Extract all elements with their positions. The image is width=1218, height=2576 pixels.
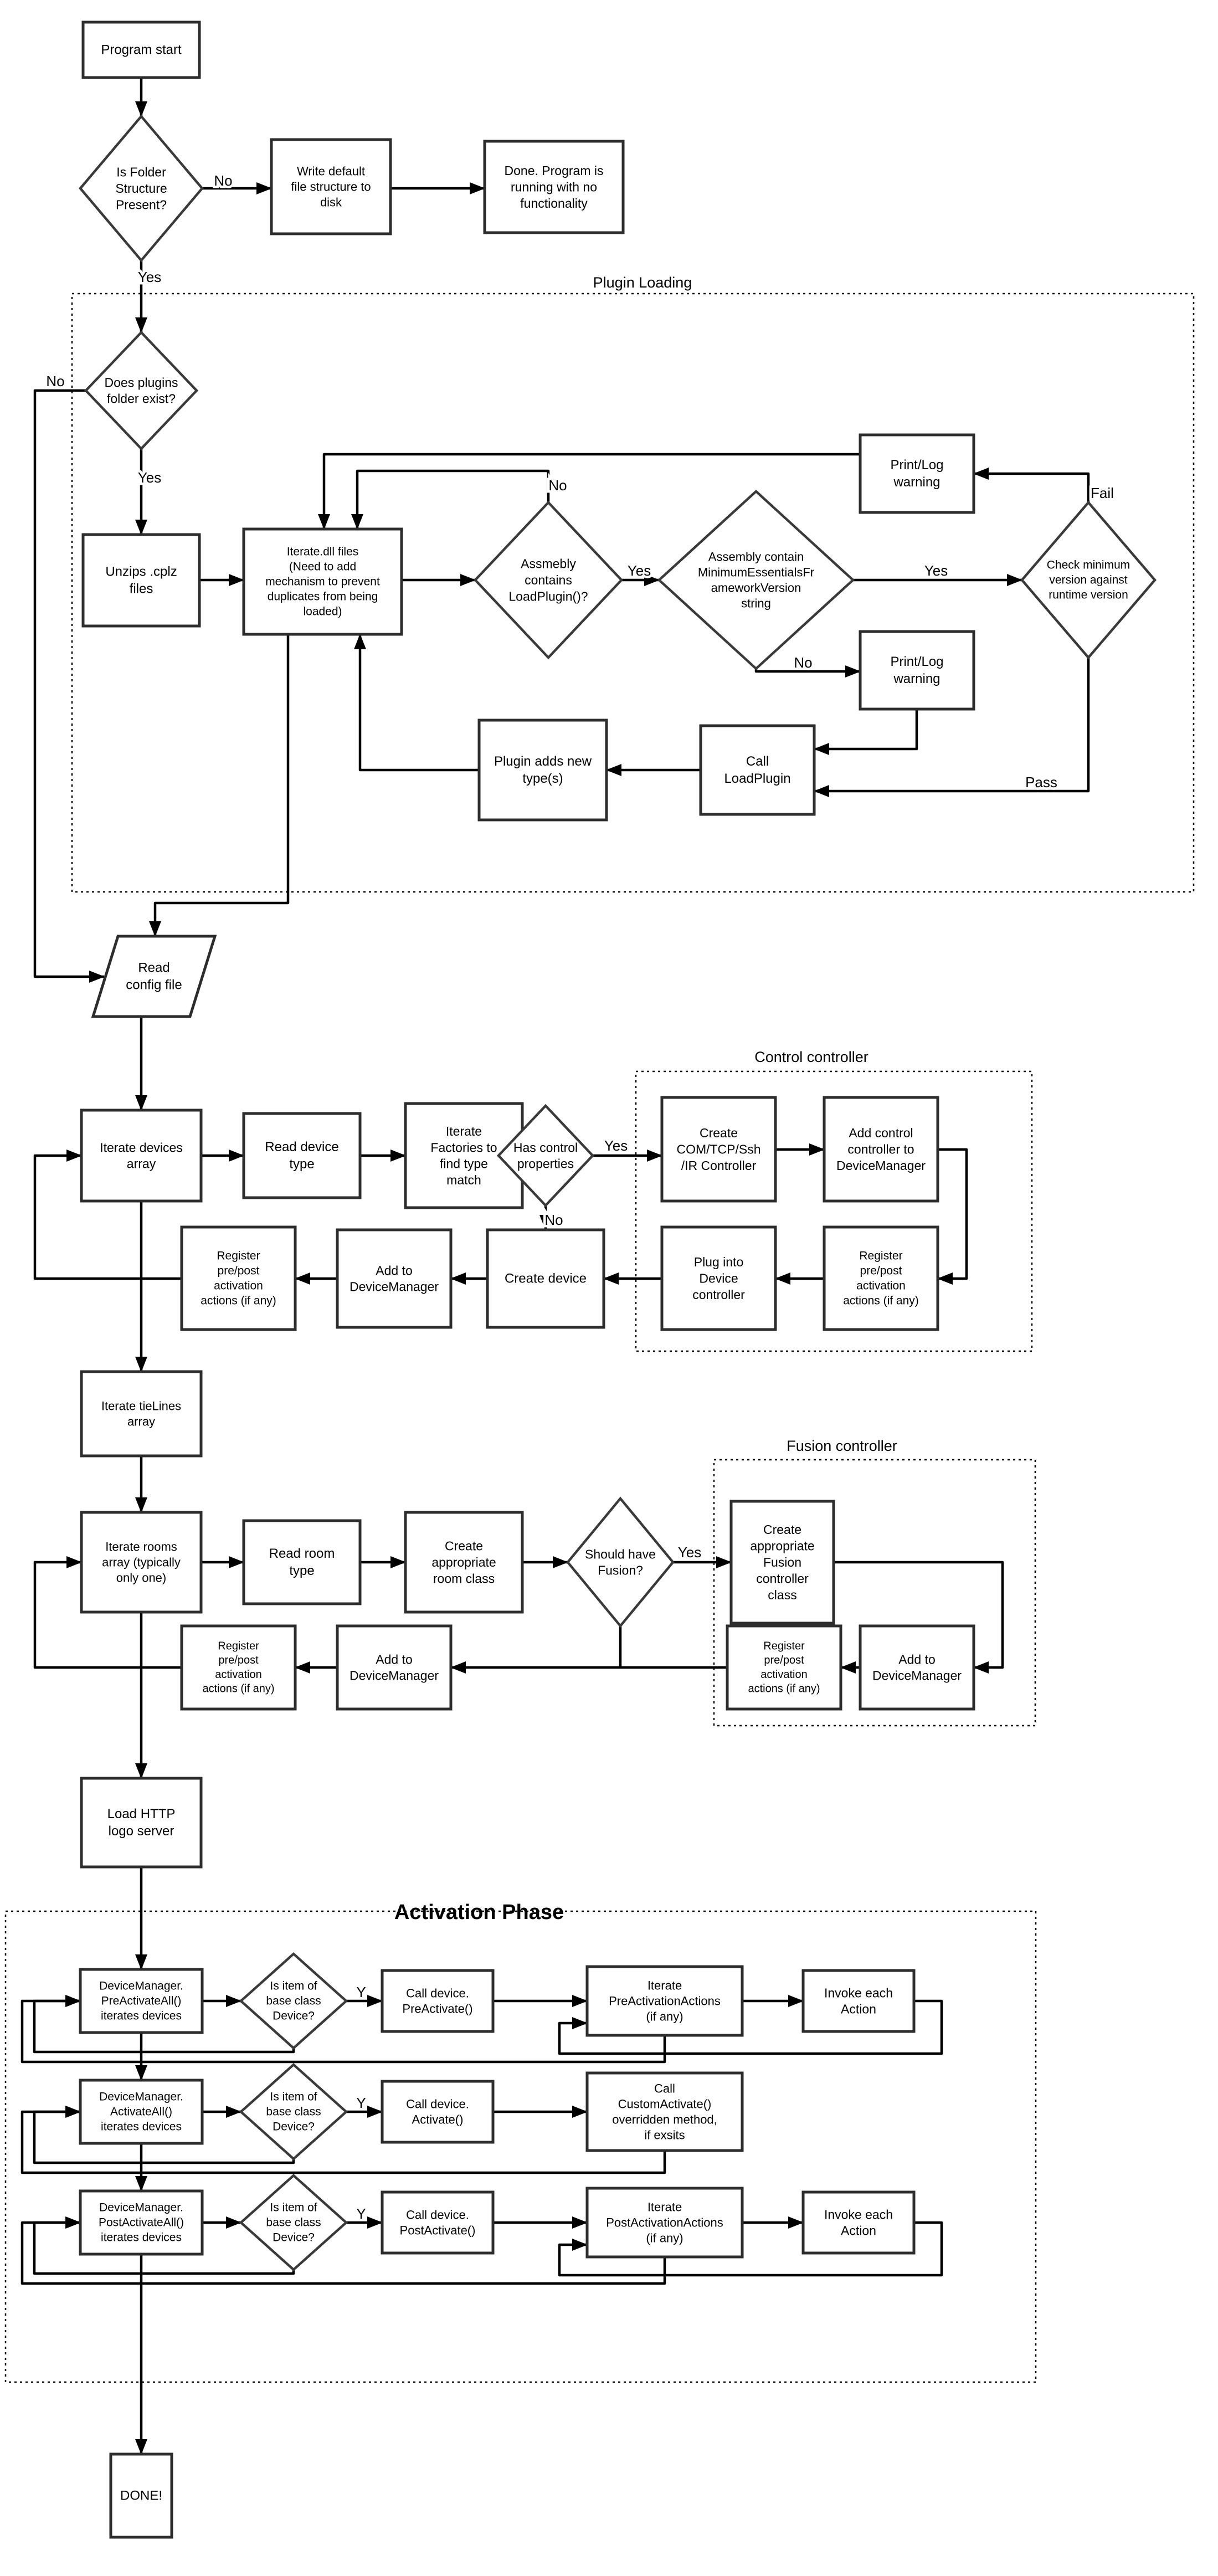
node-label-line: DONE! <box>120 2488 163 2503</box>
edge-label-fail-12: Fail <box>1091 485 1114 501</box>
node-label-line: controller to <box>847 1142 914 1157</box>
node-label-plug-into-device <box>692 1255 745 1302</box>
node-call-preactivate <box>382 1971 493 2031</box>
node-label-line: functionality <box>520 196 588 211</box>
node-label-line: PreActivate() <box>402 2002 473 2016</box>
node-label-line: base class <box>266 2105 321 2118</box>
node-label-line: Action <box>841 2002 876 2016</box>
node-label-line: pre/post <box>764 1654 804 1667</box>
node-label-line: contains <box>525 573 572 587</box>
node-label-line: class <box>768 1587 797 1602</box>
node-label-program-start <box>101 43 182 58</box>
node-label-line: Does plugins <box>104 375 178 390</box>
node-label-line: DeviceManager <box>872 1668 962 1683</box>
node-call-postactivate <box>382 2192 493 2253</box>
node-label-line: /IR Controller <box>681 1158 757 1173</box>
node-label-line: Register <box>763 1640 805 1653</box>
node-label-line: Has control <box>513 1140 578 1155</box>
node-label-line: string <box>741 596 771 610</box>
node-label-line: activation <box>856 1279 906 1292</box>
node-label-line: pre/post <box>860 1264 902 1277</box>
edge-4 <box>35 391 104 977</box>
node-label-line: Activate() <box>412 2112 464 2127</box>
node-label-line: Print/Log <box>890 458 944 473</box>
node-label-line: DeviceManager <box>349 1668 439 1683</box>
group-label-control-controller: Control controller <box>754 1049 868 1065</box>
node-label-line: appropriate <box>431 1555 496 1569</box>
node-label-line: duplicates from being <box>267 590 378 603</box>
node-printlog-warning-1 <box>860 435 974 512</box>
node-invoke-action-3 <box>803 2192 914 2253</box>
node-label-dm-activateall <box>99 2091 183 2133</box>
node-label-line: type <box>289 1156 315 1172</box>
node-label-line: PreActivateAll() <box>101 1994 182 2008</box>
node-label-line: Factories to <box>430 1140 497 1155</box>
node-label-line: Iterate <box>647 2200 682 2214</box>
node-label-line: activation <box>760 1668 808 1681</box>
node-label-line: Call device. <box>406 2097 469 2111</box>
node-label-line: match <box>446 1173 481 1188</box>
node-label-line: iterates devices <box>101 2120 182 2133</box>
node-label-line: Call <box>746 754 769 769</box>
node-label-line: file structure to <box>291 179 371 194</box>
node-label-line: Iterate tieLines <box>101 1399 182 1413</box>
node-label-create-device <box>505 1271 587 1286</box>
node-label-line: controller <box>756 1571 809 1586</box>
node-label-line: DeviceManager <box>836 1158 926 1173</box>
node-register-device <box>182 1227 295 1330</box>
node-label-is-folder-present <box>115 165 167 212</box>
node-label-line: Device? <box>273 2009 315 2023</box>
node-label-line: Add to <box>898 1652 936 1667</box>
node-label-line: PreActivationActions <box>609 1994 721 2008</box>
node-invoke-action-1 <box>803 1971 914 2031</box>
node-assembly-minver <box>659 491 853 669</box>
node-load-http-logo <box>81 1778 201 1867</box>
node-label-line: mechanism to prevent <box>265 575 380 588</box>
edge-12 <box>974 474 1088 502</box>
node-label-line: Program start <box>101 42 182 58</box>
node-label-dm-preactivateall <box>99 1980 183 2023</box>
node-label-line: folder exist? <box>106 391 176 406</box>
node-label-line: disk <box>320 195 342 209</box>
edge-label-yes-37: Yes <box>677 1544 702 1561</box>
node-does-plugins-exist <box>86 332 197 449</box>
node-add-dm-device <box>337 1230 451 1327</box>
node-label-line: (if any) <box>646 2231 683 2245</box>
node-label-line: Iterate devices <box>100 1140 183 1155</box>
node-label-line: LoadPlugin <box>724 771 791 786</box>
node-label-line: version against <box>1049 573 1128 587</box>
node-label-line: ActivateAll() <box>110 2105 173 2118</box>
node-label-line: Register <box>218 1640 259 1653</box>
node-label-line: Call device. <box>406 1986 469 2000</box>
node-label-line: only one) <box>116 1571 167 1585</box>
node-label-dm-postactivateall <box>99 2202 184 2244</box>
node-label-line: Read room <box>269 1546 335 1562</box>
node-read-device-type <box>244 1113 360 1198</box>
node-label-line: pre/post <box>217 1264 260 1277</box>
edge-label-no-13: No <box>794 654 813 671</box>
node-label-line: Read <box>138 960 170 976</box>
node-label-line: Create <box>699 1126 738 1141</box>
node-unzips-cplz <box>83 535 199 626</box>
node-label-line: Load HTTP <box>107 1807 176 1822</box>
edge-17 <box>360 634 479 770</box>
node-label-line: Assembly contain <box>708 550 804 564</box>
node-label-line: Plugin adds new <box>494 754 592 769</box>
node-label-line: Fusion? <box>598 1563 643 1578</box>
edge-label-y-61: Y <box>356 2205 366 2222</box>
node-label-line: base class <box>266 2216 321 2229</box>
node-label-line: Should have <box>585 1547 656 1562</box>
node-label-line: find type <box>440 1156 488 1171</box>
node-label-line: appropriate <box>750 1538 815 1553</box>
node-label-line: ameworkVersion <box>711 581 801 595</box>
node-label-line: Plug into <box>693 1255 744 1270</box>
node-label-line: Done. Program is <box>504 163 604 178</box>
node-label-line: DeviceManager. <box>99 1979 183 1993</box>
node-label-line: activation <box>214 1279 263 1292</box>
node-label-line: Iterate.dll files <box>286 545 359 558</box>
node-label-line: controller <box>692 1287 745 1302</box>
edge-18 <box>155 634 288 936</box>
node-register-cc <box>824 1227 938 1330</box>
node-label-line: Present? <box>115 197 167 212</box>
node-add-dm-room <box>337 1626 451 1709</box>
group-plugin-loading <box>72 294 1194 892</box>
node-label-line: Invoke each <box>824 1985 893 2000</box>
group-label-activation-phase: Activation Phase <box>394 1901 564 1924</box>
edge-label-no-8: No <box>548 477 567 494</box>
node-label-line: Add to <box>376 1652 413 1667</box>
edge-label-y-47: Y <box>356 1984 366 2000</box>
node-label-line: DeviceManager <box>349 1279 439 1294</box>
node-label-line: iterates devices <box>101 2231 182 2244</box>
node-label-line: Write default <box>296 164 366 178</box>
node-label-line: Device? <box>273 2120 315 2133</box>
edge-label-no-4: No <box>46 373 65 389</box>
node-label-line: Device <box>699 1271 738 1286</box>
node-label-line: Create <box>444 1538 484 1553</box>
node-label-line: Call <box>654 2081 675 2096</box>
node-label-add-control-ctrl <box>836 1126 926 1173</box>
node-label-line: Iterate rooms <box>105 1540 177 1554</box>
node-label-line: DeviceManager. <box>99 2090 183 2103</box>
node-label-line: overridden method, <box>612 2112 717 2127</box>
node-label-check-min-version <box>1047 559 1130 602</box>
edge-label-yes-5: Yes <box>137 469 162 486</box>
node-label-line: Check minimum <box>1046 558 1130 572</box>
node-label-line: PostActivate() <box>399 2223 476 2238</box>
node-plugin-adds-types <box>479 720 607 820</box>
node-label-line: Is Folder <box>116 165 166 179</box>
node-label-line: CustomActivate() <box>618 2097 712 2111</box>
node-label-line: Register <box>217 1249 260 1263</box>
node-label-line: config file <box>126 977 182 993</box>
node-label-line: actions (if any) <box>843 1294 919 1307</box>
node-label-line: activation <box>215 1668 262 1681</box>
node-read-config <box>93 936 215 1017</box>
node-label-line: actions (if any) <box>202 1682 275 1695</box>
node-label-line: PostActivationActions <box>606 2215 723 2230</box>
node-label-line: base class <box>266 1994 321 2008</box>
node-label-line: array (typically <box>102 1555 181 1569</box>
node-call-loadplugin <box>701 726 814 814</box>
node-should-have-fusion <box>568 1499 673 1626</box>
node-label-line: Is item of <box>270 1979 317 1993</box>
node-label-line: array <box>127 1414 156 1429</box>
node-label-line: Print/Log <box>890 654 944 670</box>
edge-8 <box>357 471 548 529</box>
group-label-fusion-controller: Fusion controller <box>787 1438 897 1454</box>
node-label-line: Invoke each <box>824 2207 893 2222</box>
node-label-line: Create <box>763 1522 802 1537</box>
node-label-line: type(s) <box>522 771 563 786</box>
node-label-line: Is item of <box>270 2201 317 2214</box>
node-label-line: Create device <box>504 1271 587 1286</box>
node-label-is-base-device-2 <box>266 2091 321 2133</box>
node-label-line: Assmebly <box>521 556 576 571</box>
node-read-room-type <box>244 1521 360 1604</box>
edge-label-yes-3: Yes <box>137 269 162 285</box>
node-label-line: actions (if any) <box>748 1682 820 1695</box>
node-label-line: runtime version <box>1049 588 1128 602</box>
node-iterate-devices <box>81 1110 201 1201</box>
edge-14 <box>814 709 917 749</box>
node-printlog-warning-2 <box>860 632 974 709</box>
edge-label-yes-23: Yes <box>604 1137 628 1154</box>
node-add-dm-fusion <box>860 1626 974 1709</box>
node-label-line: Is item of <box>270 2090 317 2103</box>
node-label-line: Call device. <box>406 2208 469 2222</box>
node-label-line: DeviceManager. <box>99 2201 183 2214</box>
edge-label-yes-11: Yes <box>924 562 948 579</box>
node-label-line: loaded) <box>303 605 342 618</box>
node-label-is-base-device-1 <box>266 1980 321 2023</box>
node-label-line: type <box>289 1563 315 1578</box>
edge-label-pass-15: Pass <box>1025 774 1057 791</box>
node-register-fusion <box>727 1626 841 1709</box>
node-label-line: Iterate <box>647 1978 682 1993</box>
node-label-line: LoadPlugin()? <box>508 589 588 604</box>
node-label-line: Iterate <box>445 1123 482 1138</box>
edge-label-y-55: Y <box>356 2095 366 2111</box>
edge-label-yes-10: Yes <box>627 562 651 579</box>
node-label-is-base-device-3 <box>266 2202 321 2244</box>
node-label-line: files <box>129 581 153 597</box>
edge-label-no-24: No <box>544 1212 563 1228</box>
node-label-line: logo server <box>108 1823 174 1839</box>
node-register-room <box>182 1626 295 1709</box>
node-label-line: pre/post <box>218 1654 259 1667</box>
node-label-line: Register <box>859 1249 903 1263</box>
node-label-line: warning <box>893 671 941 686</box>
node-label-line: Structure <box>115 181 167 196</box>
node-label-line: running with no <box>511 179 597 194</box>
node-label-line: (Need to add <box>289 560 357 573</box>
node-label-line: Add control <box>849 1126 913 1141</box>
node-iterate-tielines <box>81 1372 201 1456</box>
group-label-plugin-loading: Plugin Loading <box>593 274 692 291</box>
node-label-line: Action <box>841 2223 876 2238</box>
node-label-line: if exsits <box>644 2128 685 2142</box>
edge-26 <box>938 1150 967 1279</box>
node-label-line: Read device <box>265 1140 339 1155</box>
node-label-line: Unzips .cplz <box>105 564 177 579</box>
node-label-line: Fusion <box>763 1555 802 1569</box>
node-label-done <box>120 2488 162 2503</box>
node-call-activate <box>382 2081 493 2142</box>
node-label-line: warning <box>893 474 941 490</box>
node-label-line: properties <box>517 1156 574 1171</box>
node-label-line: iterates devices <box>101 2009 182 2023</box>
node-label-line: room class <box>433 1571 495 1586</box>
node-label-line: Add to <box>376 1263 413 1278</box>
node-label-line: PostActivateAll() <box>98 2216 184 2229</box>
node-label-line: (if any) <box>646 2009 683 2024</box>
node-label-line: actions (if any) <box>201 1294 276 1307</box>
edge-label-no-1: No <box>214 172 233 189</box>
node-label-line: MinimumEssentialsFr <box>697 565 815 579</box>
node-label-line: Device? <box>273 2231 315 2244</box>
node-label-line: COM/TCP/Ssh <box>676 1142 761 1157</box>
node-label-line: array <box>126 1156 156 1171</box>
